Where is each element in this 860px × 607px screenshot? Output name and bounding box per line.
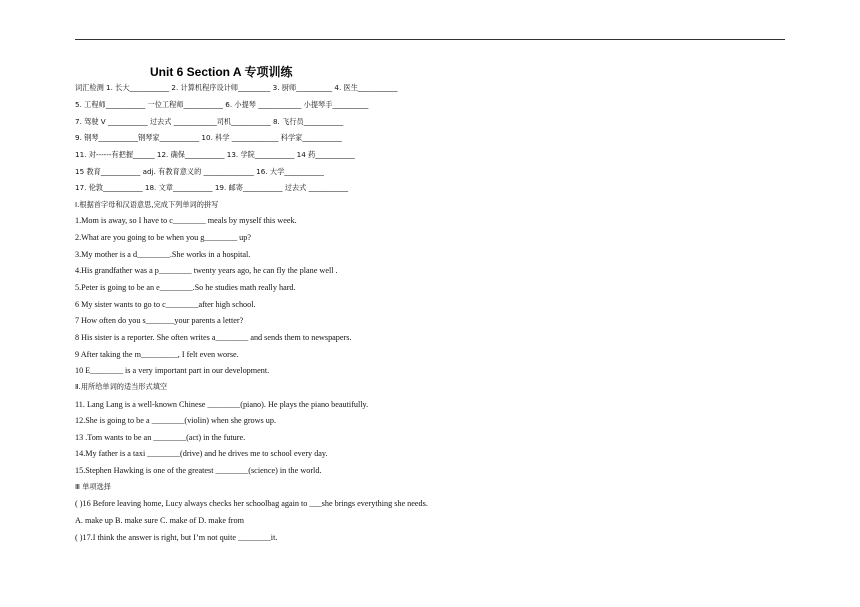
section1-item-10: 10 E________ is a very important part in our development. xyxy=(75,366,270,375)
header-rule xyxy=(75,39,785,40)
section2-heading: Ⅱ.用所给单词的适当形式填空 xyxy=(75,382,168,391)
vocab-line-5: 11. 对------有把握______ 12. 确保___________ 13. 学院___________ 14 药___________ xyxy=(75,150,355,159)
section3-item-17: ( )17.I think the answer is right, but I’m not quite ________it. xyxy=(75,533,278,542)
vocab-line-2: 5. 工程师___________ 一位工程师___________ 6. 小提琴 ____________ 小提琴手__________ xyxy=(75,100,369,109)
section3-heading: Ⅲ 单项选择 xyxy=(75,482,111,491)
section3-item-16: ( )16 Before leaving home, Lucy always checks her schoolbag again to ___she brings everything she needs. xyxy=(75,499,428,508)
section1-item-9: 9 After taking the m_________, I felt even worse. xyxy=(75,350,239,359)
section1-item-5: 5.Peter is going to be an e________.So he studies math really hard. xyxy=(75,283,296,292)
section2-item-12: 12.She is going to be a ________(violin) when she grows up. xyxy=(75,416,277,425)
section3-options-16: A. make up B. make sure C. make of D. make from xyxy=(75,516,244,525)
page-title: Unit 6 Section A 专项训练 xyxy=(150,65,293,79)
section1-item-2: 2.What are you going to be when you g________ up? xyxy=(75,233,251,242)
section1-item-7: 7 How often do you s_______your parents a letter? xyxy=(75,316,244,325)
section1-heading: Ⅰ.根据首字母和汉语意思,完成下列单词的拼写 xyxy=(75,200,219,209)
vocab-line-7: 17. 伦敦___________ 18. 文章___________ 19. 邮寄___________ 过去式 ___________ xyxy=(75,183,349,192)
section1-item-8: 8 His sister is a reporter. She often writes a________ and sends them to newspapers. xyxy=(75,333,352,342)
section1-item-3: 3.My mother is a d________.She works in a hospital. xyxy=(75,250,251,259)
section1-item-1: 1.Mom is away, so I have to c________ meals by myself this week. xyxy=(75,216,297,225)
section2-item-13: 13 .Tom wants to be an ________(act) in the future. xyxy=(75,433,246,442)
section1-item-6: 6 My sister wants to go to c________after high school. xyxy=(75,300,256,309)
vocab-line-6: 15 教育___________ adj. 有教育意义的 ______________ 16. 大学___________ xyxy=(75,167,324,176)
section2-item-14: 14.My father is a taxi ________(drive) and he drives me to school every day. xyxy=(75,449,328,458)
vocab-line-4: 9. 钢琴___________钢琴家___________ 10. 科学 _____________ 科学家___________ xyxy=(75,133,342,142)
section2-item-15: 15.Stephen Hawking is one of the greatest ________(science) in the world. xyxy=(75,466,322,475)
section2-item-11: 11. Lang Lang is a well-known Chinese ________(piano). He plays the piano beautifully. xyxy=(75,400,369,409)
vocab-line-1: 词汇检测 1. 长大___________ 2. 计算机程序设计师_________ 3. 厨师__________ 4. 医生___________ xyxy=(75,83,398,92)
vocab-line-3: 7. 驾驶 V ___________ 过去式 ____________司机___________ 8. 飞行员___________ xyxy=(75,117,344,126)
section1-item-4: 4.His grandfather was a p________ twenty years ago, he can fly the plane well . xyxy=(75,266,338,275)
